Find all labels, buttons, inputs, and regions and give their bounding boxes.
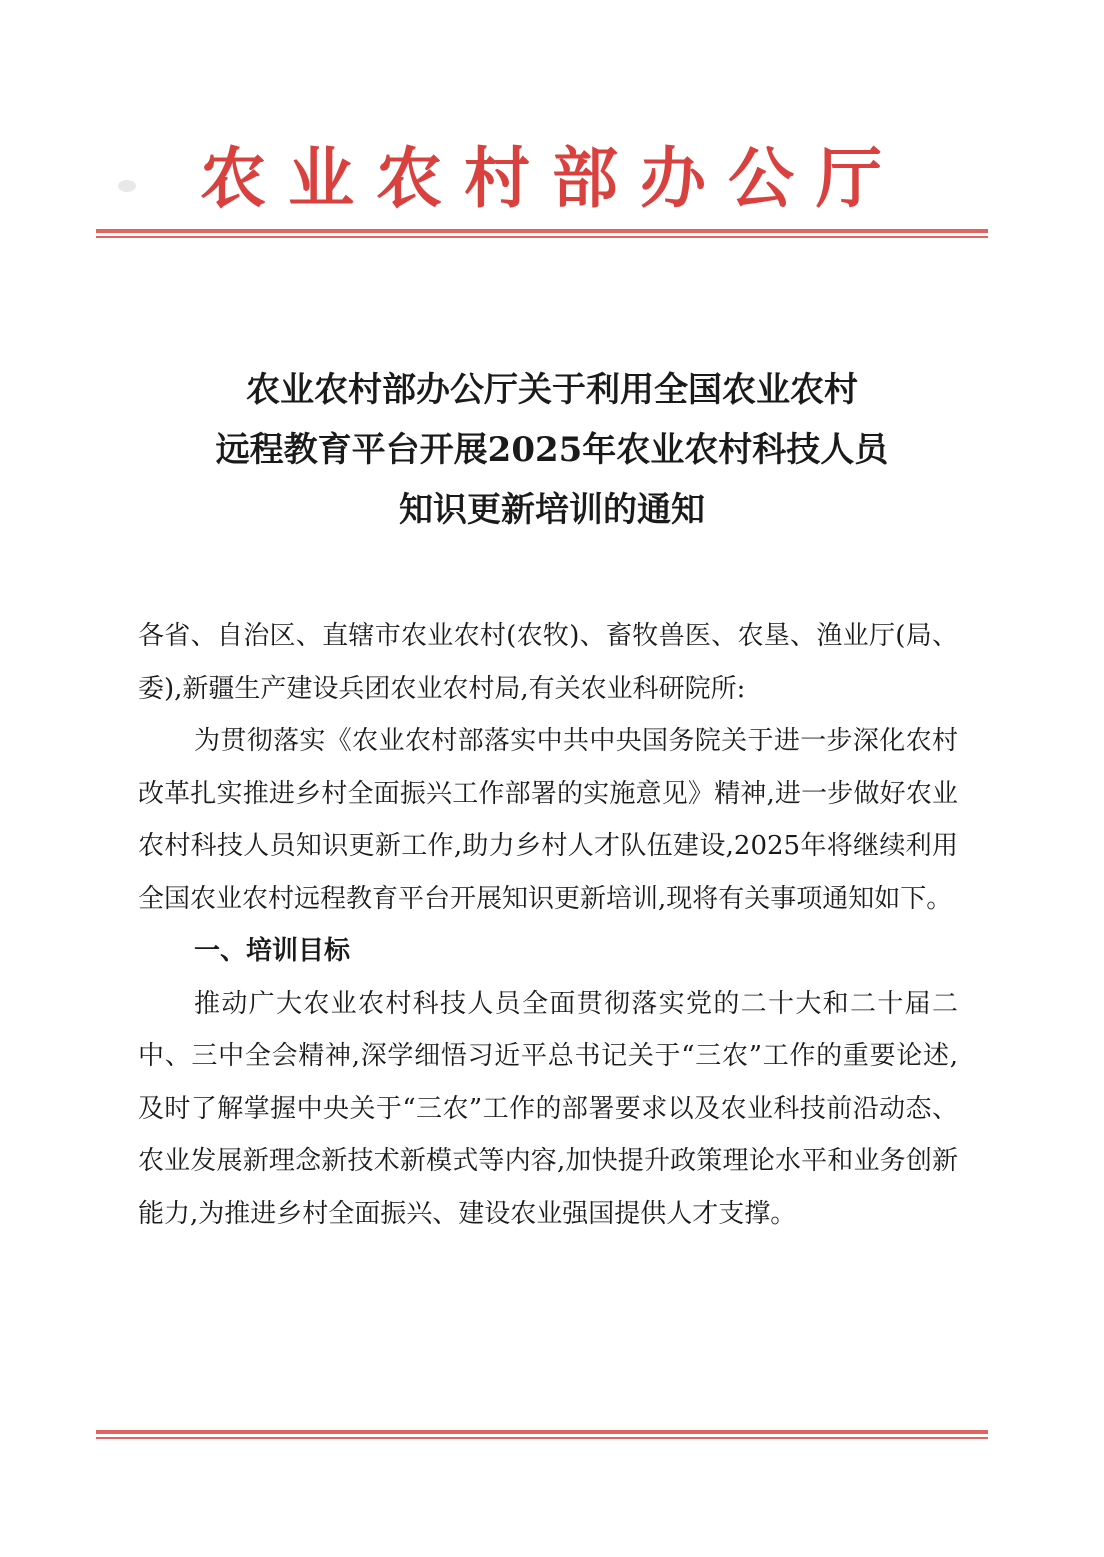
document-title <box>0 360 1104 540</box>
masthead: 农业农村部办公厅 <box>200 139 904 217</box>
footer-rule <box>96 1430 988 1439</box>
rule-thin-line <box>96 1437 988 1439</box>
section-heading: 一、培训目标 <box>194 936 351 966</box>
title-line-1: 农业农村部办公厅关于利用全国农业农村 <box>246 370 858 410</box>
rule-thick-line <box>96 229 988 233</box>
masthead-rule <box>96 229 988 238</box>
section-paragraph: 推动广大农业农村科技人员全面贯彻落实党的二十大和二十届二中、三中全会精神,深学细悟习近平总书记关于“三农”工作的重要论述,及时了解掌握中央关于“三农”工作的部署要求以及农业科技前沿动态、农业发展新理念新技术新模式等内容,加快提升政策理论水平和业务创新能力,为推进乡村全面振兴、建设农业强国提供人才支撑。 <box>138 988 958 1229</box>
salutation: 各省、自治区、直辖市农业农村(农牧)、畜牧兽医、农垦、渔业厅(局、委),新疆生产建设兵团农业农村局,有关农业科研院所: <box>138 621 958 704</box>
rule-thin-line <box>96 236 988 238</box>
intro-paragraph: 为贯彻落实《农业农村部落实中共中央国务院关于进一步深化农村改革扎实推进乡村全面振兴工作部署的实施意见》精神,进一步做好农业农村科技人员知识更新工作,助力乡村人才队伍建设,2025年将继续利用全国农业农村远程教育平台开展知识更新培训,现将有关事项通知如下。 <box>138 726 958 914</box>
title-line-2: 远程教育平台开展2025年农业农村科技人员 <box>215 430 889 470</box>
title-line-3: 知识更新培训的通知 <box>399 490 705 530</box>
document-body <box>138 610 958 1240</box>
rule-thick-line <box>96 1430 988 1434</box>
